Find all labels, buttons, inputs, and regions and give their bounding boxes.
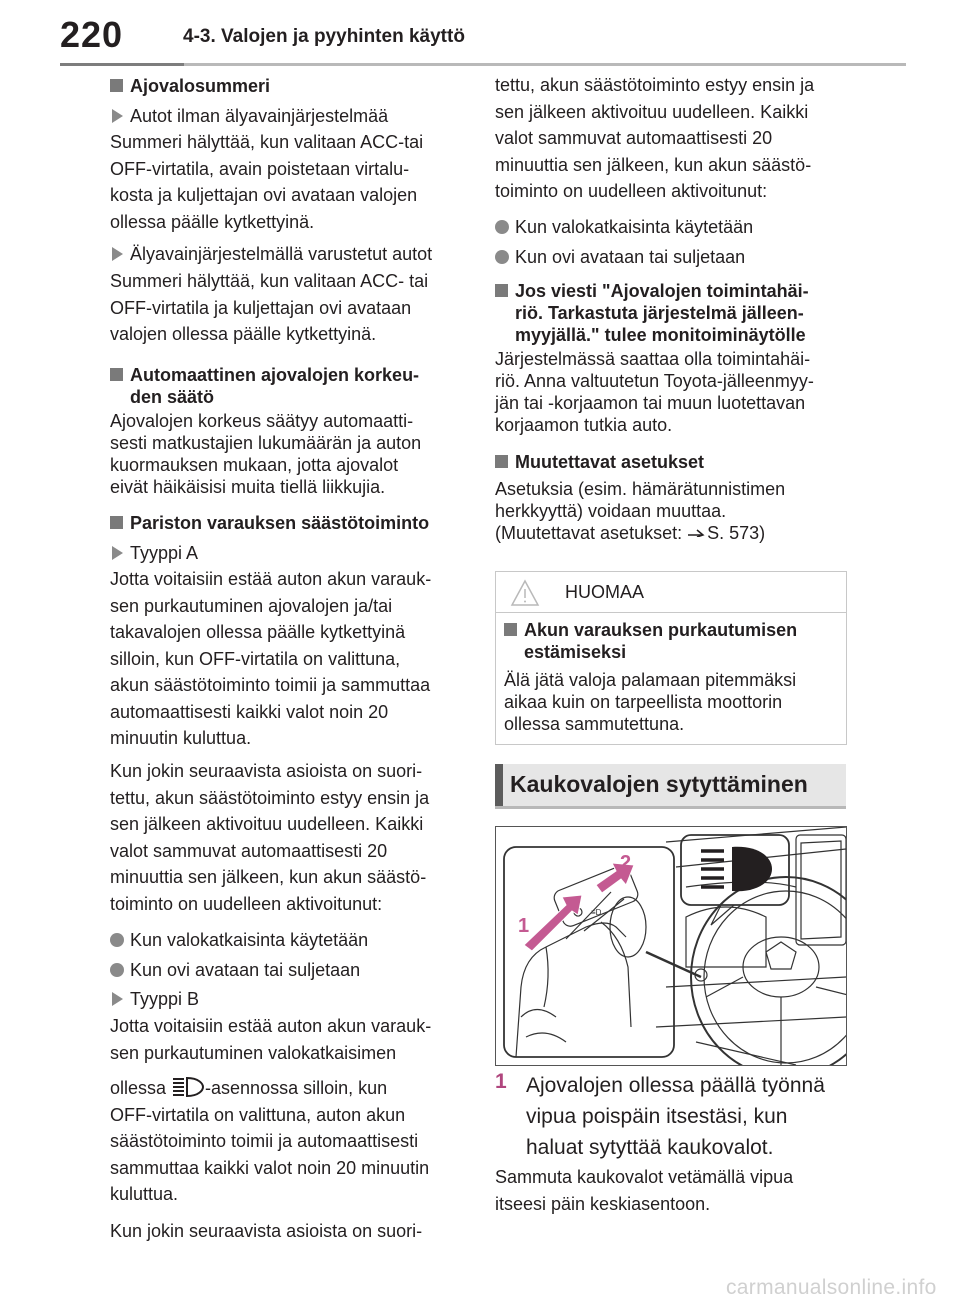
item-ovi-r: Kun ovi avataan tai suljetaan [495,244,847,270]
high-beam-icon [701,847,772,891]
notice-box [495,571,847,745]
item-autot-ilman: Autot ilman älyavainjärjestelmää [110,103,470,129]
header-divider [60,63,906,66]
triangle-arrow-icon [112,992,123,1006]
notice-body: Akun varauksen purkautumisen estämiseksi Älä jätä valoja palamaan pitemmäksi aikaa kuin on tarpeellista moottorin ollessa sammutettuna. [504,620,798,734]
page-number: 220 [60,14,124,55]
paragraph-korkeus: Ajovalojen korkeus säätyy automaatti- sesti matkustajien lukumäärän ja auton kuormauksen mukaan, jotta ajovalot eivät häikäisisi muita tiellä liikkujia. [110,411,422,497]
item-tyyppi-a: Tyyppi A [110,540,470,566]
square-bullet-icon [504,623,517,636]
paragraph-kun-jokin-1: Kun jokin seuraavista asioista on suori- tettu, akun säästötoiminto estyy ensin ja sen jälkeen aktivoituu uudelleen. Kaikki valot sammuvat automaattisesti 20 minuuttia sen jälkeen, kun akun säästö- toiminto on uudelleen aktivoitunut: [110,761,430,914]
page-header [0,0,960,64]
triangle-arrow-icon [112,546,123,560]
paragraph-sammuta: Sammuta kaukovalot vetämällä vipua itseesi päin keskiasentoon. [495,1167,794,1214]
header-divider-accent [60,63,184,66]
circle-bullet-icon [110,933,124,947]
notice-title: HUOMAA [565,582,645,602]
arrow-1 [524,895,582,951]
warning-triangle-icon [510,579,540,607]
paragraph-asetuksia: Asetuksia (esim. hämärätunnistimen herkkyyttä) voidaan muuttaa. (Muutettavat asetukset: S. 573) [495,479,786,543]
banner-title: Kaukovalojen sytyttäminen [510,771,808,797]
high-beam-icon [171,1076,205,1098]
section-banner [495,764,846,809]
footer-watermark: carmanualsonline.info [726,1276,937,1299]
circle-bullet-icon [110,963,124,977]
heading-ajovalosummeri: Ajovalosummeri [110,75,470,97]
heading-jos-viesti: Jos viesti "Ajovalojen toimintahäi- riö. Tarkastuta järjestelmä jälleen- myyjällä." tulee monitoiminäytölle [495,280,847,346]
figure-label-2: 2 [620,852,632,874]
triangle-arrow-icon [112,247,123,261]
heading-pariston: Pariston varauksen säästötoiminto [110,512,470,534]
square-bullet-icon [495,284,508,297]
notice-header [496,572,846,613]
heading-muutettavat: Muutettavat asetukset [495,451,847,473]
paragraph-tyyppi-a: Jotta voitaisiin estää auton akun varauk- sen purkautuminen ajovalojen ja/tai takavalojen ollessa päälle kytkettyinä silloin, kun OFF-virtatila on valittuna, akun säästötoiminto toimii ja sammuttaa automaattisesti kaikki valot noin 20 minuutin kuluttua. [110,569,432,748]
paragraph-kun-jokin-2: Kun jokin seuraavista asioista on suori- [110,1221,423,1241]
circle-bullet-icon [495,220,509,234]
circle-bullet-icon [495,250,509,264]
banner-accent-bar [495,764,503,806]
triangle-arrow-icon [112,109,123,123]
item-alyavain: Älyavainjärjestelmällä varustetut autot [110,241,470,267]
figure-label-1: 1 [518,915,530,937]
step-number: 1 [495,1070,507,1093]
heading-automaattinen: Automaattinen ajovalojen korkeu- den säätö [110,364,470,408]
square-bullet-icon [110,516,123,529]
lever-illustration [495,826,847,1066]
lever-illustration-svg [496,827,846,1065]
paragraph-continued: tettu, akun säästötoiminto estyy ensin ja sen jälkeen aktivoituu uudelleen. Kaikki valot sammuvat automaattisesti 20 minuuttia sen jälkeen, kun akun säästö- toiminto on uudelleen aktivoitunut: [495,75,815,201]
paragraph-summeri-2: Summeri hälyttää, kun valitaan ACC- tai OFF-virtatila ja kuljettajan ovi avataan valojen ollessa päälle kytkettyinä. [110,271,429,344]
paragraph-ollessa: ollessa -asennossa silloin, kun OFF-virtatila on valittuna, auton akun säästötoiminto toimii ja automaattisesti sammuttaa kaikki valot noin 20 minuutin kuluttua. [110,1078,430,1204]
square-bullet-icon [110,368,123,381]
item-valokatkaisin-r: Kun valokatkaisinta käytetään [495,214,847,240]
paragraph-tyyppi-b: Jotta voitaisiin estää auton akun varauk- sen purkautuminen valokatkaisimen [110,1016,432,1063]
item-ovi: Kun ovi avataan tai suljetaan [110,957,470,983]
section-title: 4-3. Valojen ja pyyhinten käyttö [183,26,465,47]
paragraph-summeri-1: Summeri hälyttää, kun valitaan ACC-tai OFF-virtatila, avain poistetaan virtalu- kosta ja kuljettajan ovi avataan valojen ollessa päälle kytkettyinä. [110,132,424,232]
item-tyyppi-b: Tyyppi B [110,986,470,1012]
svg-text:≡D: ≡D [591,908,602,917]
square-bullet-icon [495,455,508,468]
page-reference-link[interactable]: S. 573) [707,523,766,543]
square-bullet-icon [110,79,123,92]
step-text: Ajovalojen ollessa päällä työnnä vipua poispäin itsestäsi, kun haluat sytyttää kaukovalot. [526,1074,825,1159]
reference-arrow-icon[interactable] [687,527,707,537]
item-valokatkaisin: Kun valokatkaisinta käytetään [110,927,470,953]
paragraph-jarjestelma: Järjestelmässä saattaa olla toimintahäi- riö. Anna valtuutetun Toyota-jälleenmyy- jän tai -korjaamon tai muun luotettavan korjaamon tutkia auto. [495,349,814,435]
